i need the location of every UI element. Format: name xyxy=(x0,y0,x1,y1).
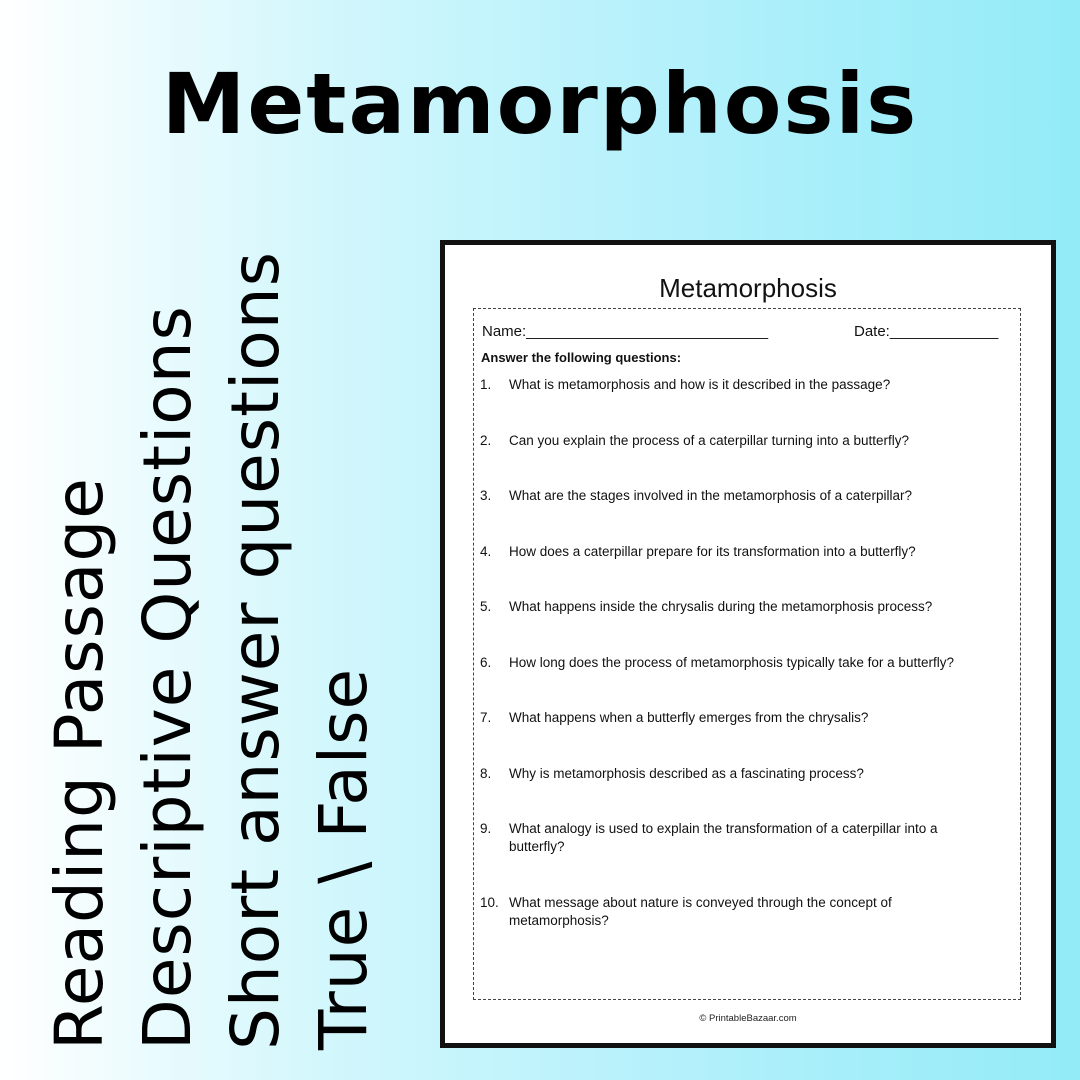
question-item xyxy=(480,820,1010,856)
question-number: 9. xyxy=(480,821,492,836)
question-text: How does a caterpillar prepare for its transformation into a butterfly? xyxy=(509,544,916,559)
question-item xyxy=(480,487,1010,505)
date-field: Date:_____________ xyxy=(854,323,999,340)
question-number: 1. xyxy=(480,377,492,392)
question-number: 6. xyxy=(480,655,492,670)
question-number: 2. xyxy=(480,433,492,448)
question-text: Why is metamorphosis described as a fascinating process? xyxy=(509,766,864,781)
question-item xyxy=(480,598,1010,616)
worksheet-title: Metamorphosis xyxy=(659,273,837,303)
question-number: 4. xyxy=(480,544,492,559)
question-text: What are the stages involved in the metamorphosis of a caterpillar? xyxy=(509,488,912,503)
question-text: What happens inside the chrysalis during the metamorphosis process? xyxy=(509,599,933,614)
side-label-descriptive-questions: Descriptive Questions xyxy=(129,305,206,1050)
question-text: What analogy is used to explain the transformation of a caterpillar into a butterfly? xyxy=(509,821,938,854)
questions-box xyxy=(473,308,1021,1000)
question-item xyxy=(480,543,1010,561)
question-number: 10. xyxy=(480,895,499,910)
question-item xyxy=(480,709,1010,727)
side-label-reading-passage: Reading Passage xyxy=(41,477,118,1050)
question-number: 3. xyxy=(480,488,492,503)
side-label-short-answer: Short answer questions xyxy=(217,251,294,1050)
page-title: Metamorphosis xyxy=(161,55,919,153)
worksheet-preview xyxy=(440,240,1056,1048)
question-text: What is metamorphosis and how is it described in the passage? xyxy=(509,377,891,392)
question-item xyxy=(480,432,1010,450)
question-text: Can you explain the process of a caterpillar turning into a butterfly? xyxy=(509,433,909,448)
question-number: 8. xyxy=(480,766,492,781)
question-item xyxy=(480,765,1010,783)
instructions: Answer the following questions: xyxy=(481,350,682,365)
question-item xyxy=(480,376,1010,394)
question-item xyxy=(480,894,1010,930)
question-item xyxy=(480,654,1010,672)
copyright-footer: © PrintableBazaar.com xyxy=(699,1013,797,1024)
name-field: Name:_____________________________ xyxy=(482,323,769,340)
question-text: How long does the process of metamorphosis typically take for a butterfly? xyxy=(509,655,954,670)
question-text: What happens when a butterfly emerges from the chrysalis? xyxy=(509,710,869,725)
question-text: What message about nature is conveyed through the concept of metamorphosis? xyxy=(509,895,892,928)
question-number: 5. xyxy=(480,599,492,614)
question-number: 7. xyxy=(480,710,492,725)
side-label-true-false: True \ False xyxy=(305,667,382,1050)
